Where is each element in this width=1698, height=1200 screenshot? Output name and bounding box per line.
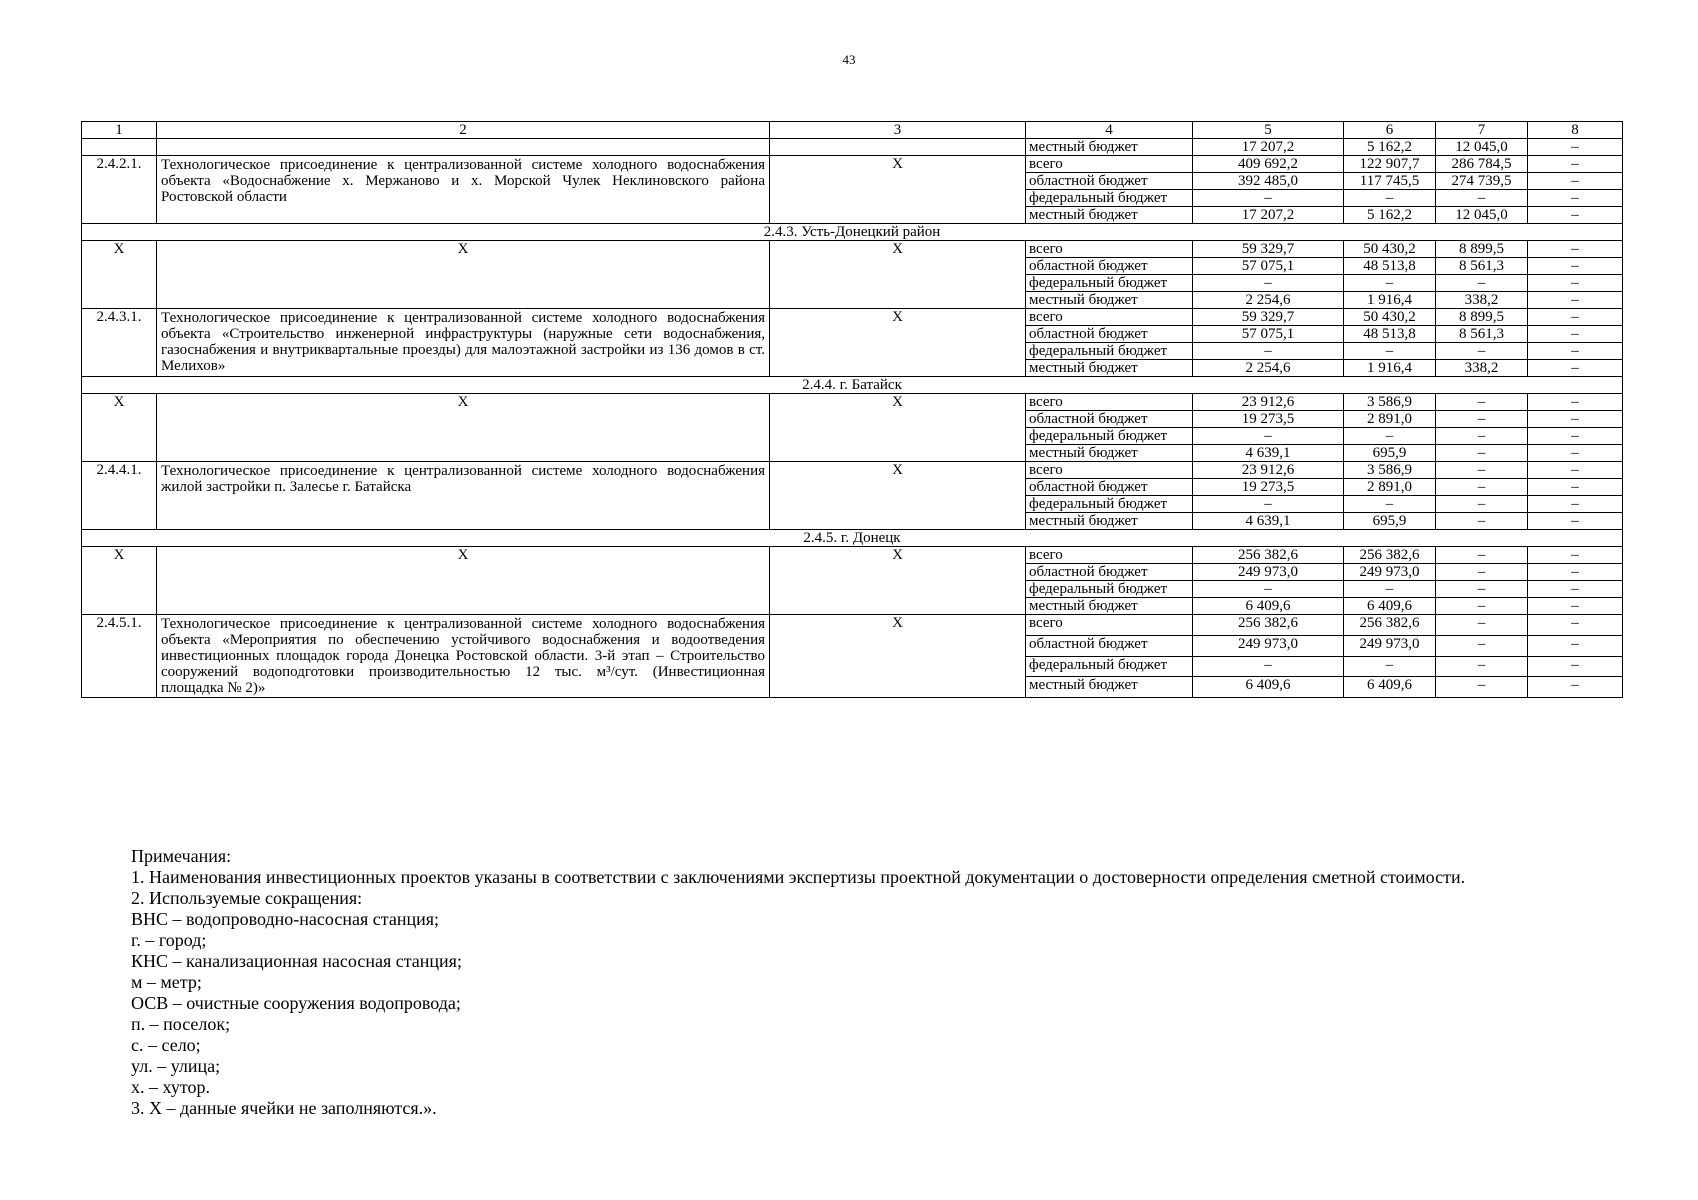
item-col-3: Х	[770, 547, 1026, 615]
table-row	[82, 547, 1623, 564]
value-c8: –	[1528, 258, 1623, 275]
note-line: п. – поселок;	[131, 1014, 231, 1034]
budget-table-container	[81, 121, 1622, 698]
value-c7: –	[1436, 411, 1528, 428]
value-c5: 6 409,6	[1193, 598, 1344, 615]
value-c8: –	[1528, 656, 1623, 677]
item-col-3: Х	[770, 241, 1026, 309]
value-c6: 256 382,6	[1344, 615, 1436, 636]
value-c6: 1 916,4	[1344, 360, 1436, 377]
header-col-6: 6	[1344, 122, 1436, 139]
section-title: 2.4.3. Усть-Донецкий район	[82, 224, 1623, 241]
value-c5: 57 075,1	[1193, 326, 1344, 343]
value-c7: –	[1436, 598, 1528, 615]
value-c5: 392 485,0	[1193, 173, 1344, 190]
item-description: Х	[157, 394, 770, 462]
section-row	[82, 224, 1623, 241]
note-line: 1. Наименования инвестиционных проектов указаны в соответствии с заключениями экспертизы проектной документации о достоверности определения сметной стоимости.	[131, 867, 1466, 887]
value-c7: 338,2	[1436, 292, 1528, 309]
budget-type: областной бюджет	[1026, 173, 1193, 190]
item-description: Технологическое присоединение к централизованной системе холодного водоснабжения объекта «Строительство инженерной инфраструктуры (наружные сети водоснабжения, газоснабжения и внутриквартальные проезды) для малоэтажной застройки из 136 домов в ст. Мелихов»	[157, 309, 770, 377]
value-c5: 57 075,1	[1193, 258, 1344, 275]
budget-type: всего	[1026, 241, 1193, 258]
table-row	[82, 462, 1623, 479]
budget-type: областной бюджет	[1026, 564, 1193, 581]
note-line: м – метр;	[131, 972, 202, 992]
budget-table	[81, 121, 1623, 698]
budget-type: местный бюджет	[1026, 207, 1193, 224]
value-c5: 6 409,6	[1193, 677, 1344, 698]
budget-type: местный бюджет	[1026, 598, 1193, 615]
value-c8: –	[1528, 598, 1623, 615]
table-row	[82, 309, 1623, 326]
budget-type: областной бюджет	[1026, 635, 1193, 656]
value-c6: 5 162,2	[1344, 207, 1436, 224]
note-line: ОСВ – очистные сооружения водопровода;	[131, 993, 461, 1013]
value-c8: –	[1528, 173, 1623, 190]
section-title: 2.4.4. г. Батайск	[82, 377, 1623, 394]
value-c8: –	[1528, 564, 1623, 581]
value-c5: 409 692,2	[1193, 156, 1344, 173]
value-c8: –	[1528, 292, 1623, 309]
value-c5: 19 273,5	[1193, 411, 1344, 428]
value-c8: –	[1528, 428, 1623, 445]
value-c8: –	[1528, 496, 1623, 513]
budget-type: местный бюджет	[1026, 139, 1193, 156]
value-c7: 12 045,0	[1436, 207, 1528, 224]
budget-type: всего	[1026, 394, 1193, 411]
item-number: 2.4.5.1.	[82, 615, 157, 698]
budget-type: федеральный бюджет	[1026, 343, 1193, 360]
value-c8: –	[1528, 360, 1623, 377]
table-row	[82, 241, 1623, 258]
value-c8: –	[1528, 462, 1623, 479]
table-row	[82, 394, 1623, 411]
value-c6: 6 409,6	[1344, 598, 1436, 615]
value-c5: 17 207,2	[1193, 139, 1344, 156]
value-c7: –	[1436, 343, 1528, 360]
item-col-3: Х	[770, 309, 1026, 377]
header-col-5: 5	[1193, 122, 1344, 139]
item-number: Х	[82, 394, 157, 462]
header-col-1: 1	[82, 122, 157, 139]
value-c5: 59 329,7	[1193, 309, 1344, 326]
value-c6: 3 586,9	[1344, 394, 1436, 411]
value-c8: –	[1528, 326, 1623, 343]
budget-type: всего	[1026, 156, 1193, 173]
value-c6: 1 916,4	[1344, 292, 1436, 309]
value-c7: –	[1436, 394, 1528, 411]
value-c5: 249 973,0	[1193, 635, 1344, 656]
value-c5: 249 973,0	[1193, 564, 1344, 581]
value-c8: –	[1528, 411, 1623, 428]
value-c5: 19 273,5	[1193, 479, 1344, 496]
item-col-3: Х	[770, 615, 1026, 698]
value-c7: –	[1436, 428, 1528, 445]
value-c6: –	[1344, 275, 1436, 292]
value-c7: –	[1436, 656, 1528, 677]
value-c8: –	[1528, 479, 1623, 496]
value-c6: 5 162,2	[1344, 139, 1436, 156]
budget-type: федеральный бюджет	[1026, 190, 1193, 207]
note-line: ВНС – водопроводно-насосная станция;	[131, 909, 439, 929]
value-c6: 249 973,0	[1344, 564, 1436, 581]
value-c7: –	[1436, 615, 1528, 636]
value-c5: 23 912,6	[1193, 462, 1344, 479]
budget-type: федеральный бюджет	[1026, 656, 1193, 677]
value-c5: 2 254,6	[1193, 292, 1344, 309]
value-c6: 249 973,0	[1344, 635, 1436, 656]
value-c7: –	[1436, 479, 1528, 496]
note-line: 2. Используемые сокращения:	[131, 888, 363, 908]
budget-type: местный бюджет	[1026, 360, 1193, 377]
budget-type: федеральный бюджет	[1026, 275, 1193, 292]
value-c6: 48 513,8	[1344, 326, 1436, 343]
item-number: 2.4.3.1.	[82, 309, 157, 377]
value-c7: –	[1436, 581, 1528, 598]
value-c7: –	[1436, 677, 1528, 698]
note-line: 3. Х – данные ячейки не заполняются.».	[131, 1098, 437, 1118]
budget-type: всего	[1026, 462, 1193, 479]
value-c5: 59 329,7	[1193, 241, 1344, 258]
budget-type: федеральный бюджет	[1026, 581, 1193, 598]
item-description: Х	[157, 241, 770, 309]
value-c5: –	[1193, 343, 1344, 360]
note-line: х. – хутор.	[131, 1077, 210, 1097]
header-col-8: 8	[1528, 122, 1623, 139]
header-col-7: 7	[1436, 122, 1528, 139]
value-c5: 17 207,2	[1193, 207, 1344, 224]
value-c6: 695,9	[1344, 513, 1436, 530]
value-c6: 695,9	[1344, 445, 1436, 462]
item-col-3: Х	[770, 156, 1026, 224]
value-c7: –	[1436, 513, 1528, 530]
value-c6: 3 586,9	[1344, 462, 1436, 479]
budget-type: всего	[1026, 547, 1193, 564]
budget-type: областной бюджет	[1026, 258, 1193, 275]
value-c6: 256 382,6	[1344, 547, 1436, 564]
value-c7: –	[1436, 445, 1528, 462]
value-c8: –	[1528, 241, 1623, 258]
item-number: Х	[82, 547, 157, 615]
note-line: КНС – канализационная насосная станция;	[131, 951, 462, 971]
budget-type: всего	[1026, 615, 1193, 636]
budget-type: местный бюджет	[1026, 677, 1193, 698]
budget-type: федеральный бюджет	[1026, 428, 1193, 445]
item-col-3: Х	[770, 394, 1026, 462]
value-c7: 286 784,5	[1436, 156, 1528, 173]
header-col-2: 2	[157, 122, 770, 139]
value-c5: 2 254,6	[1193, 360, 1344, 377]
value-c8: –	[1528, 309, 1623, 326]
value-c7: 338,2	[1436, 360, 1528, 377]
value-c5: –	[1193, 190, 1344, 207]
note-line: с. – село;	[131, 1035, 201, 1055]
value-c8: –	[1528, 190, 1623, 207]
value-c6: 2 891,0	[1344, 411, 1436, 428]
value-c5: –	[1193, 656, 1344, 677]
value-c8: –	[1528, 156, 1623, 173]
value-c7: 8 561,3	[1436, 326, 1528, 343]
value-c6: –	[1344, 343, 1436, 360]
value-c6: –	[1344, 581, 1436, 598]
page-number: 43	[842, 52, 856, 67]
value-c7: 274 739,5	[1436, 173, 1528, 190]
item-number: Х	[82, 241, 157, 309]
note-line: г. – город;	[131, 930, 207, 950]
item-number: 2.4.2.1.	[82, 156, 157, 224]
value-c8: –	[1528, 275, 1623, 292]
value-c5: 23 912,6	[1193, 394, 1344, 411]
table-row	[82, 156, 1623, 173]
value-c6: 48 513,8	[1344, 258, 1436, 275]
value-c8: –	[1528, 581, 1623, 598]
budget-type: федеральный бюджет	[1026, 496, 1193, 513]
item-description: Х	[157, 547, 770, 615]
item-description: Технологическое присоединение к централизованной системе холодного водоснабжения объекта «Водоснабжение х. Мержаново и х. Морской Чулек Неклиновского района Ростовской области	[157, 156, 770, 224]
value-c8: –	[1528, 343, 1623, 360]
value-c5: 256 382,6	[1193, 547, 1344, 564]
value-c6: –	[1344, 190, 1436, 207]
table-row	[82, 139, 1623, 156]
budget-type: местный бюджет	[1026, 445, 1193, 462]
value-c8: –	[1528, 635, 1623, 656]
value-c7: –	[1436, 462, 1528, 479]
header-col-4: 4	[1026, 122, 1193, 139]
section-row	[82, 530, 1623, 547]
item-description: Технологическое присоединение к централизованной системе холодного водоснабжения объекта «Мероприятия по обеспечению устойчивого водоснабжения и водоотведения инвестиционных площадок города Донецка Ростовской области. 3-й этап – Строительство сооружений водоподготовки производительностью 12 тыс. м³/сут. (Инвестиционная площадка № 2)»	[157, 615, 770, 698]
table-header-row	[82, 122, 1623, 139]
section-title: 2.4.5. г. Донецк	[82, 530, 1623, 547]
value-c8: –	[1528, 139, 1623, 156]
budget-type: областной бюджет	[1026, 479, 1193, 496]
value-c7: –	[1436, 547, 1528, 564]
value-c6: 122 907,7	[1344, 156, 1436, 173]
value-c6: 50 430,2	[1344, 241, 1436, 258]
value-c8: –	[1528, 513, 1623, 530]
value-c5: –	[1193, 496, 1344, 513]
value-c7: 8 561,3	[1436, 258, 1528, 275]
value-c5: 4 639,1	[1193, 445, 1344, 462]
value-c6: 50 430,2	[1344, 309, 1436, 326]
value-c8: –	[1528, 677, 1623, 698]
value-c7: –	[1436, 275, 1528, 292]
item-number: 2.4.4.1.	[82, 462, 157, 530]
value-c6: –	[1344, 428, 1436, 445]
table-row	[82, 615, 1623, 636]
value-c5: 4 639,1	[1193, 513, 1344, 530]
header-col-3: 3	[770, 122, 1026, 139]
value-c8: –	[1528, 394, 1623, 411]
value-c8: –	[1528, 615, 1623, 636]
table-body	[82, 139, 1623, 698]
budget-type: местный бюджет	[1026, 292, 1193, 309]
value-c6: –	[1344, 656, 1436, 677]
value-c7: 12 045,0	[1436, 139, 1528, 156]
value-c6: 6 409,6	[1344, 677, 1436, 698]
value-c8: –	[1528, 207, 1623, 224]
budget-type: областной бюджет	[1026, 411, 1193, 428]
empty-cell	[157, 139, 770, 156]
value-c8: –	[1528, 445, 1623, 462]
value-c6: –	[1344, 496, 1436, 513]
value-c7: –	[1436, 635, 1528, 656]
notes-section	[131, 846, 1631, 1119]
value-c5: –	[1193, 428, 1344, 445]
value-c7: –	[1436, 190, 1528, 207]
empty-cell	[82, 139, 157, 156]
budget-type: всего	[1026, 309, 1193, 326]
budget-type: областной бюджет	[1026, 326, 1193, 343]
value-c5: –	[1193, 581, 1344, 598]
value-c7: –	[1436, 496, 1528, 513]
value-c7: –	[1436, 564, 1528, 581]
value-c5: 256 382,6	[1193, 615, 1344, 636]
value-c5: –	[1193, 275, 1344, 292]
note-line: ул. – улица;	[131, 1056, 221, 1076]
section-row	[82, 377, 1623, 394]
budget-type: местный бюджет	[1026, 513, 1193, 530]
value-c8: –	[1528, 547, 1623, 564]
value-c7: 8 899,5	[1436, 309, 1528, 326]
item-description: Технологическое присоединение к централизованной системе холодного водоснабжения жилой застройки п. Залесье г. Батайска	[157, 462, 770, 530]
notes-heading: Примечания:	[131, 846, 232, 866]
item-col-3: Х	[770, 462, 1026, 530]
empty-cell	[770, 139, 1026, 156]
value-c7: 8 899,5	[1436, 241, 1528, 258]
value-c6: 117 745,5	[1344, 173, 1436, 190]
value-c6: 2 891,0	[1344, 479, 1436, 496]
